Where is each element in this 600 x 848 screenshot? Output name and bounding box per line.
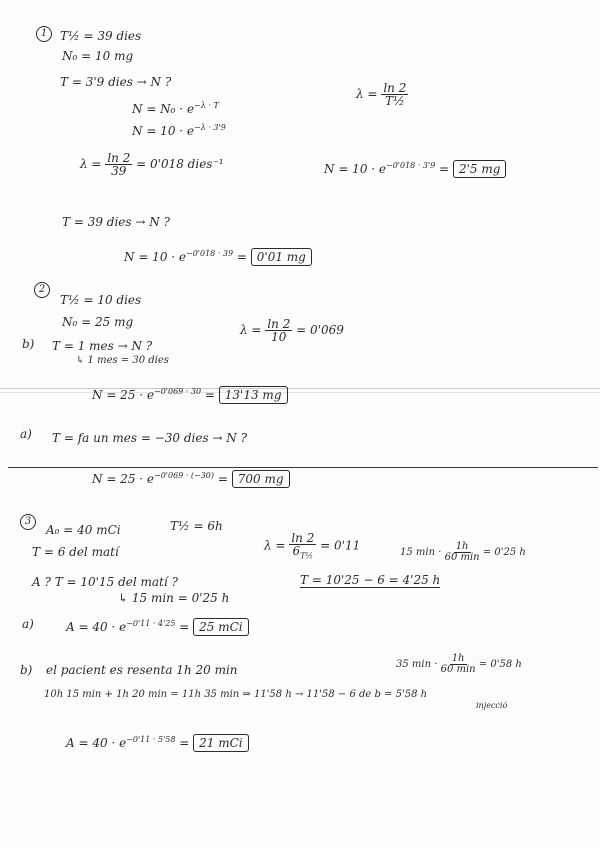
p1-half-life: T½ = 39 dies bbox=[60, 29, 142, 43]
p3-result-a-value: 25 mCi bbox=[193, 618, 248, 636]
problem-3-number: 3 bbox=[20, 514, 36, 530]
p1-initial-mass: N₀ = 10 mg bbox=[62, 49, 134, 63]
p3-result-a: $A = 40 \cdot e^{-0'11 \cdot 4'25} = 25$ mCi bbox=[66, 620, 249, 633]
p2-lambda: λ = $\frac{\ln 2}{10}$ = 0'069 bbox=[240, 317, 344, 344]
p3-minutes-conversion: 15 min · $\frac{1h}{60 \min}$ = 0'25 h bbox=[400, 541, 526, 563]
p3-time-calculation: 10h 15 min + 1h 20 min = 11h 35 min ⇒ 11'58 h → 11'58 − 6 de b = 5'58 h bbox=[44, 689, 428, 700]
problem-1-number: 1 bbox=[36, 26, 52, 42]
p1-decay-equation-2: $N = 10 \cdot e^{-\lambda \cdot 3'9}$ bbox=[132, 123, 226, 138]
p3-sub-calculation: ↳ 15 min = 0'25 h bbox=[118, 591, 230, 605]
p2-note-b: ↳ 1 mes = 30 dies bbox=[76, 355, 169, 366]
p3-t-definition: T = 6 del matí bbox=[32, 545, 119, 559]
p2-part-b-label: b) bbox=[22, 337, 35, 351]
p1-question-1: T = 3'9 dies → N ? bbox=[60, 75, 172, 89]
p1-result-2-value: 0'01 mg bbox=[251, 248, 312, 266]
p2-question-a: T = fa un mes = −30 dies → N ? bbox=[52, 431, 248, 445]
p3-initial-activity: A₀ = 40 mCi bbox=[46, 523, 121, 537]
separator-line bbox=[8, 467, 598, 468]
p1-decay-equation-1: $N = N_0 \cdot e^{-\lambda \cdot T}$ bbox=[132, 101, 219, 116]
p1-result-2: $N = 10 \cdot e^{-0'018 \cdot 39} = 0'01$ mg bbox=[124, 250, 312, 263]
p2-initial-mass: N₀ = 25 mg bbox=[62, 315, 134, 329]
p1-result-1-value: 2'5 mg bbox=[453, 160, 506, 178]
p2-part-a-label: a) bbox=[20, 427, 32, 441]
p3-part-b-label: b) bbox=[20, 663, 33, 677]
scan-line bbox=[0, 388, 600, 389]
p3-question: A ? T = 10'15 del matí ? bbox=[32, 575, 178, 589]
p1-question-2: T = 39 dies → N ? bbox=[62, 215, 170, 229]
p2-result-a: $N = 25 \cdot e^{-0'069 \cdot (-30)} = 700$ mg bbox=[92, 472, 290, 485]
p3-part-a-label: a) bbox=[22, 617, 34, 631]
p3-half-life: T½ = 6h bbox=[170, 519, 223, 533]
p3-minutes-conversion-2: 35 min · $\frac{1h}{60 \min}$ = 0'58 h bbox=[396, 653, 522, 675]
p3-lambda: λ = $\frac{\ln 2}{6_{T\frac{1}{2}}}$ = 0'11 bbox=[264, 531, 361, 561]
p3-result-b: $A = 40 \cdot e^{-0'11 \cdot 5'58} = 21$ mCi bbox=[66, 736, 249, 749]
problem-2-number: 2 bbox=[34, 282, 50, 298]
p1-lambda-definition: λ = $\frac{\ln 2}{\text{T½}}$ bbox=[356, 81, 407, 108]
p2-result-a-value: 700 mg bbox=[232, 470, 290, 488]
p2-half-life: T½ = 10 dies bbox=[60, 293, 142, 307]
p1-result-1: $N = 10 \cdot e^{-0'018 \cdot 3'9} = 2'5$ mg bbox=[324, 162, 506, 175]
p3-part-b-text: el pacient es resenta 1h 20 min bbox=[46, 663, 238, 677]
p2-result-b: $N = 25 \cdot e^{-0'069 \cdot 30} = 13'13$ mg bbox=[92, 388, 288, 401]
scan-line bbox=[0, 392, 600, 393]
p3-result-b-value: 21 mCi bbox=[193, 734, 248, 752]
p2-question-b: T = 1 mes → N ? bbox=[52, 339, 153, 353]
p3-time-note: injecció bbox=[476, 701, 508, 710]
p1-lambda-calculation: λ = $\frac{\ln 2}{39}$ = 0'018 dies⁻¹ bbox=[80, 151, 224, 178]
p3-t-calculation: T = 10'25 − 6 = 4'25 h bbox=[300, 573, 441, 587]
p2-result-b-value: 13'13 mg bbox=[219, 386, 288, 404]
